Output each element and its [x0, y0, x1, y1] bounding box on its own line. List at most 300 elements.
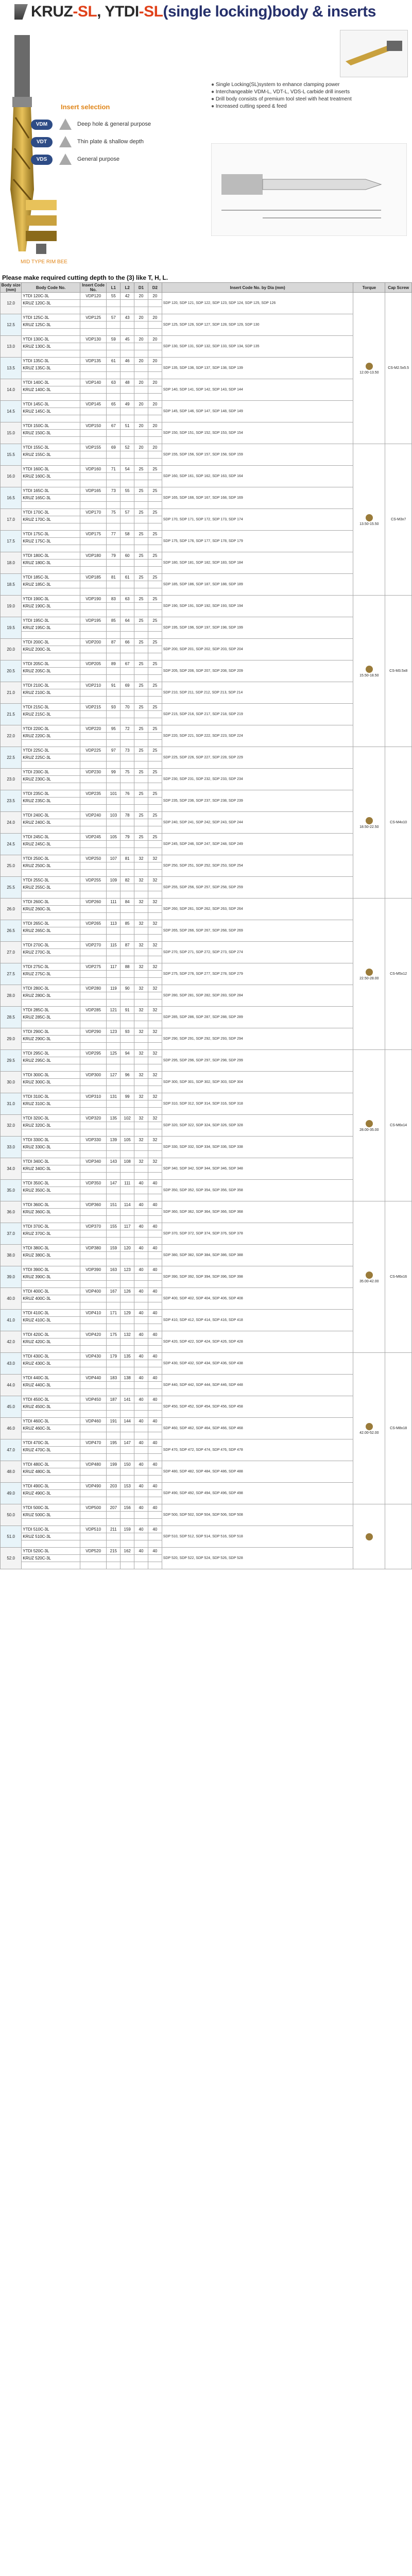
col-d1: D1: [134, 283, 148, 293]
dimension-cell: [134, 675, 148, 682]
dimension-cell: [148, 329, 162, 336]
dimension-cell: 25: [134, 487, 148, 495]
insert-code-cell: [80, 1555, 107, 1562]
dimension-cell: [148, 300, 162, 307]
dimension-cell: 109: [107, 877, 121, 884]
body-size-cell: 18.0: [1, 552, 22, 574]
dimension-cell: 25: [148, 747, 162, 754]
torque-cell: [353, 1050, 385, 1201]
insert-code-cell: [80, 1187, 107, 1194]
dimension-cell: [148, 1043, 162, 1050]
dimension-cell: [134, 408, 148, 415]
dimension-cell: [134, 516, 148, 523]
insert-code-cell: VDP140: [80, 379, 107, 386]
dimension-cell: 65: [107, 401, 121, 408]
insert-list-cell: SDP 185, SDP 186, SDP 187, SDP 188, SDP 189: [162, 574, 353, 596]
dimension-cell: [148, 1512, 162, 1519]
dimension-cell: 111: [107, 899, 121, 906]
insert-list-cell: SDP 180, SDP 181, SDP 182, SDP 183, SDP 184: [162, 552, 353, 574]
dimension-cell: [107, 841, 121, 848]
dimension-cell: [134, 1129, 148, 1137]
insert-code-cell: [80, 307, 107, 314]
dimension-cell: 40: [148, 1483, 162, 1490]
dimension-cell: [148, 1367, 162, 1375]
dimension-cell: [134, 632, 148, 639]
body-code-cell: KRUZ 470C-3L: [22, 1447, 80, 1454]
dimension-cell: 40: [148, 1461, 162, 1468]
dimension-cell: [121, 1447, 134, 1454]
body-code-cell: [22, 502, 80, 509]
dimension-cell: 40: [134, 1310, 148, 1317]
dimension-cell: [134, 1259, 148, 1266]
dimension-cell: 20: [134, 422, 148, 430]
body-code-cell: YTDI 140C-3L: [22, 379, 80, 386]
dimension-cell: 20: [134, 379, 148, 386]
dimension-cell: 123: [121, 1266, 134, 1274]
body-code-cell: KRUZ 275C-3L: [22, 971, 80, 978]
dimension-cell: [107, 1108, 121, 1115]
dimension-cell: [134, 1490, 148, 1497]
dimension-cell: [148, 632, 162, 639]
dimension-cell: [107, 603, 121, 610]
dimension-cell: 119: [107, 985, 121, 992]
dimension-cell: 25: [134, 812, 148, 819]
body-code-cell: YTDI 420C-3L: [22, 1331, 80, 1338]
insert-code-cell: VDP185: [80, 574, 107, 581]
dimension-cell: [107, 798, 121, 805]
insert-list-cell: SDP 205, SDP 206, SDP 207, SDP 208, SDP 209: [162, 660, 353, 682]
dimension-cell: 40: [134, 1288, 148, 1295]
body-size-cell: 45.0: [1, 1396, 22, 1418]
dimension-cell: 32: [134, 942, 148, 949]
dimension-cell: [134, 841, 148, 848]
body-size-cell: 33.0: [1, 1137, 22, 1158]
body-code-cell: YTDI 380C-3L: [22, 1245, 80, 1252]
insert-code-cell: [80, 826, 107, 834]
dimension-cell: [107, 1238, 121, 1245]
torque-wrench-icon: [366, 1120, 373, 1127]
dimension-cell: [148, 1540, 162, 1548]
body-code-cell: YTDI 260C-3L: [22, 899, 80, 906]
dimension-cell: [107, 437, 121, 444]
insert-list-cell: SDP 215, SDP 216, SDP 217, SDP 218, SDP 219: [162, 704, 353, 725]
body-code-cell: YTDI 165C-3L: [22, 487, 80, 495]
body-code-cell: [22, 1367, 80, 1375]
body-size-cell: 13.0: [1, 336, 22, 358]
insert-code-cell: [80, 495, 107, 502]
body-code-cell: [22, 545, 80, 552]
dimension-cell: [121, 927, 134, 935]
col-d2: D2: [148, 283, 162, 293]
body-code-cell: KRUZ 200C-3L: [22, 646, 80, 653]
dimension-cell: [134, 386, 148, 394]
dimension-cell: [121, 350, 134, 358]
table-row: [1, 552, 412, 560]
body-code-cell: YTDI 170C-3L: [22, 509, 80, 516]
dimension-cell: 25: [148, 704, 162, 711]
insert-code-cell: [80, 1064, 107, 1072]
insert-code-cell: [80, 1274, 107, 1281]
dimension-cell: [148, 1389, 162, 1396]
insert-list-cell: SDP 255, SDP 256, SDP 257, SDP 258, SDP 259: [162, 877, 353, 899]
dimension-cell: [134, 1252, 148, 1259]
insert-code-cell: [80, 437, 107, 444]
dimension-cell: [121, 1187, 134, 1194]
dimension-cell: [134, 689, 148, 697]
dimension-cell: 32: [134, 985, 148, 992]
body-size-cell: 47.0: [1, 1439, 22, 1461]
title-dash: -: [73, 3, 78, 20]
dimension-cell: [134, 415, 148, 422]
table-row: [1, 704, 412, 711]
dimension-cell: 25: [148, 596, 162, 603]
dimension-cell: [107, 1043, 121, 1050]
dimension-cell: [121, 1562, 134, 1569]
dimension-cell: 171: [107, 1310, 121, 1317]
dimension-cell: [148, 927, 162, 935]
dimension-cell: 91: [121, 1007, 134, 1014]
body-code-cell: KRUZ 420C-3L: [22, 1338, 80, 1346]
body-code-cell: KRUZ 320C-3L: [22, 1122, 80, 1129]
body-code-cell: YTDI 520C-3L: [22, 1548, 80, 1555]
dimension-cell: 25: [148, 812, 162, 819]
dimension-cell: [121, 906, 134, 913]
dimension-cell: 25: [134, 725, 148, 733]
dimension-cell: 79: [121, 834, 134, 841]
body-size-cell: 41.0: [1, 1310, 22, 1331]
dimension-cell: [107, 1259, 121, 1266]
dimension-cell: [107, 1144, 121, 1151]
body-code-cell: [22, 999, 80, 1007]
body-size-cell: 16.5: [1, 487, 22, 509]
body-code-cell: YTDI 130C-3L: [22, 336, 80, 343]
insert-list-cell: SDP 195, SDP 196, SDP 197, SDP 198, SDP 199: [162, 617, 353, 639]
dimension-cell: [148, 1057, 162, 1064]
insert-code-cell: VDP190: [80, 596, 107, 603]
insert-list-cell: SDP 470, SDP 472, SDP 474, SDP 476, SDP 478: [162, 1439, 353, 1461]
dimension-cell: [148, 978, 162, 985]
dimension-cell: 40: [134, 1548, 148, 1555]
table-row: [1, 1223, 412, 1230]
body-code-cell: KRUZ 360C-3L: [22, 1209, 80, 1216]
dimension-cell: [148, 754, 162, 761]
insert-code-cell: [80, 891, 107, 899]
body-code-cell: [22, 675, 80, 682]
dimension-cell: [107, 1454, 121, 1461]
body-code-cell: KRUZ 230C-3L: [22, 776, 80, 783]
dimension-cell: 72: [121, 725, 134, 733]
dimension-cell: [107, 1014, 121, 1021]
body-code-cell: KRUZ 265C-3L: [22, 927, 80, 935]
dimension-cell: [148, 545, 162, 552]
dimension-cell: 25: [148, 682, 162, 689]
dimension-cell: 20: [134, 314, 148, 321]
insert-code-cell: VDP175: [80, 531, 107, 538]
dimension-cell: 20: [148, 293, 162, 300]
dimension-cell: 20: [134, 358, 148, 365]
insert-code-cell: [80, 1057, 107, 1064]
body-code-cell: [22, 415, 80, 422]
feature-item: ● Increased cutting speed & feed: [211, 103, 407, 110]
dimension-cell: [121, 365, 134, 372]
dimension-cell: [148, 408, 162, 415]
body-size-cell: 30.0: [1, 1072, 22, 1093]
insert-code-cell: VDP205: [80, 660, 107, 668]
dimension-cell: [121, 321, 134, 329]
insert-code-cell: [80, 870, 107, 877]
cap-screw-cell: CS-M6x16: [385, 1201, 412, 1353]
insert-code-cell: [80, 718, 107, 725]
dimension-cell: [121, 718, 134, 725]
body-code-cell: [22, 718, 80, 725]
dimension-cell: [134, 646, 148, 653]
body-code-cell: [22, 1086, 80, 1093]
dimension-cell: [107, 459, 121, 466]
table-row: [1, 1245, 412, 1252]
feature-item: ● Interchangeable VDM-L, VDT-L, VDS-L carbide drill inserts: [211, 89, 407, 96]
dimension-cell: [134, 1209, 148, 1216]
insert-list-cell: SDP 520, SDP 522, SDP 524, SDP 526, SDP 528: [162, 1548, 353, 1569]
body-code-cell: KRUZ 370C-3L: [22, 1230, 80, 1238]
dimension-cell: 20: [148, 422, 162, 430]
insert-list-cell: SDP 330, SDP 332, SDP 334, SDP 336, SDP 338: [162, 1137, 353, 1158]
dimension-cell: 32: [148, 1158, 162, 1165]
dimension-cell: [148, 1555, 162, 1562]
body-size-cell: 19.5: [1, 617, 22, 639]
dimension-cell: 40: [134, 1526, 148, 1533]
dimension-cell: [148, 437, 162, 444]
insert-option-vds: [31, 152, 185, 167]
body-code-cell: YTDI 200C-3L: [22, 639, 80, 646]
dimension-cell: 40: [134, 1266, 148, 1274]
body-code-cell: [22, 783, 80, 790]
dimension-cell: [107, 761, 121, 769]
insert-code-cell: VDP340: [80, 1158, 107, 1165]
body-code-cell: YTDI 215C-3L: [22, 704, 80, 711]
table-row: [1, 963, 412, 971]
dimension-cell: 32: [134, 1115, 148, 1122]
dimension-cell: [148, 805, 162, 812]
dimension-cell: [134, 999, 148, 1007]
dimension-cell: 40: [134, 1418, 148, 1425]
dimension-cell: [107, 1490, 121, 1497]
dimension-cell: 89: [107, 660, 121, 668]
insert-list-cell: SDP 320, SDP 322, SDP 324, SDP 326, SDP 328: [162, 1115, 353, 1137]
insert-code-cell: [80, 1302, 107, 1310]
body-size-cell: 28.5: [1, 1007, 22, 1028]
dimension-cell: [121, 1425, 134, 1432]
dimension-cell: [134, 761, 148, 769]
dimension-cell: 40: [148, 1201, 162, 1209]
insert-code-cell: VDP235: [80, 790, 107, 798]
insert-list-cell: SDP 140, SDP 141, SDP 142, SDP 143, SDP 144: [162, 379, 353, 401]
body-code-cell: [22, 307, 80, 314]
dimension-cell: 57: [107, 314, 121, 321]
insert-desc: Deep hole & general purpose: [77, 121, 151, 127]
insert-code-cell: VDP390: [80, 1266, 107, 1274]
dimension-cell: [134, 1057, 148, 1064]
dimension-cell: [134, 394, 148, 401]
insert-code-cell: [80, 567, 107, 574]
dimension-cell: [134, 956, 148, 963]
dimension-cell: [134, 1021, 148, 1028]
dimension-cell: [121, 1043, 134, 1050]
insert-list-cell: SDP 280, SDP 281, SDP 282, SDP 283, SDP 284: [162, 985, 353, 1007]
dimension-cell: [121, 1468, 134, 1476]
dimension-cell: [107, 646, 121, 653]
dimension-cell: [134, 1425, 148, 1432]
table-row: [1, 660, 412, 668]
body-code-cell: YTDI 360C-3L: [22, 1201, 80, 1209]
insert-code-cell: VDP520: [80, 1548, 107, 1555]
dimension-cell: [134, 754, 148, 761]
dimension-cell: [148, 1021, 162, 1028]
dimension-cell: [148, 646, 162, 653]
dimension-cell: 61: [107, 358, 121, 365]
dimension-cell: 25: [134, 747, 148, 754]
torque-wrench-icon: [366, 1423, 373, 1430]
dimension-cell: 25: [134, 466, 148, 473]
dimension-cell: 25: [134, 596, 148, 603]
table-row: [1, 379, 412, 386]
dimension-cell: [148, 1086, 162, 1093]
dimension-cell: [134, 913, 148, 920]
dimension-cell: [121, 523, 134, 531]
table-row: [1, 336, 412, 343]
insert-list-cell: SDP 235, SDP 236, SDP 237, SDP 238, SDP 239: [162, 790, 353, 812]
dimension-cell: [107, 1252, 121, 1259]
dimension-cell: 159: [121, 1526, 134, 1533]
dimension-cell: [121, 1360, 134, 1367]
cutting-depth-note: Please make required cutting depth to the (3) like T, H, L.: [2, 274, 168, 281]
insert-code-cell: [80, 516, 107, 523]
dimension-cell: [107, 610, 121, 617]
insert-code-cell: VDP230: [80, 769, 107, 776]
dimension-cell: [134, 1079, 148, 1086]
body-code-cell: YTDI 150C-3L: [22, 422, 80, 430]
dimension-cell: 25: [134, 682, 148, 689]
dimension-cell: [148, 826, 162, 834]
body-code-cell: YTDI 350C-3L: [22, 1180, 80, 1187]
dimension-cell: [134, 718, 148, 725]
dimension-cell: [148, 1209, 162, 1216]
dimension-cell: [107, 906, 121, 913]
insert-code-cell: [80, 451, 107, 459]
dimension-cell: 84: [121, 899, 134, 906]
body-size-cell: 42.0: [1, 1331, 22, 1353]
insert-code-cell: [80, 1533, 107, 1540]
dimension-cell: [107, 365, 121, 372]
body-code-cell: [22, 480, 80, 487]
insert-list-cell: SDP 400, SDP 402, SDP 404, SDP 406, SDP 408: [162, 1288, 353, 1310]
dimension-cell: [107, 668, 121, 675]
dimension-cell: [148, 1122, 162, 1129]
insert-code-cell: [80, 624, 107, 632]
table-body: [1, 293, 412, 1569]
dimension-cell: [148, 913, 162, 920]
insert-code-cell: [80, 1367, 107, 1375]
dimension-cell: 131: [107, 1093, 121, 1100]
insert-list-cell: SDP 275, SDP 276, SDP 277, SDP 278, SDP 279: [162, 963, 353, 985]
dimension-cell: [134, 783, 148, 790]
dimension-cell: [107, 1209, 121, 1216]
dimension-cell: [121, 848, 134, 855]
feature-item: ● Single Locking(SL)system to enhance clamping power: [211, 81, 407, 89]
torque-range: 18.50-22.50: [359, 825, 379, 829]
dimension-cell: 32: [134, 1072, 148, 1079]
dimension-cell: [148, 1165, 162, 1173]
feature-item: ● Drill body consists of premium tool steel with heat treatment: [211, 96, 407, 103]
dimension-cell: [107, 1086, 121, 1093]
dimension-cell: 175: [107, 1331, 121, 1338]
insert-list-cell: SDP 500, SDP 502, SDP 504, SDP 506, SDP 508: [162, 1504, 353, 1526]
dimension-cell: [107, 1403, 121, 1411]
dimension-cell: 25: [134, 552, 148, 560]
body-code-cell: YTDI 510C-3L: [22, 1526, 80, 1533]
dimension-cell: 32: [134, 1007, 148, 1014]
insert-code-cell: [80, 653, 107, 660]
body-size-cell: 18.5: [1, 574, 22, 596]
dimension-cell: [134, 1454, 148, 1461]
dimension-cell: 83: [107, 596, 121, 603]
dimension-cell: 20: [134, 293, 148, 300]
table-row: [1, 1115, 412, 1122]
body-code-cell: YTDI 190C-3L: [22, 596, 80, 603]
insert-code-cell: [80, 1036, 107, 1043]
body-code-cell: [22, 1454, 80, 1461]
body-code-cell: [22, 1432, 80, 1439]
dimension-cell: [107, 733, 121, 740]
table-row: [1, 1461, 412, 1468]
dimension-cell: [134, 906, 148, 913]
dimension-cell: 105: [107, 834, 121, 841]
dimension-cell: [134, 1519, 148, 1526]
insert-code-cell: [80, 1151, 107, 1158]
dimension-cell: [107, 848, 121, 855]
dimension-cell: [121, 783, 134, 790]
dimension-cell: [107, 1274, 121, 1281]
insert-code-cell: [80, 502, 107, 509]
dimension-cell: [121, 992, 134, 999]
dimension-cell: [148, 1454, 162, 1461]
insert-code-cell: [80, 538, 107, 545]
dimension-cell: [107, 307, 121, 314]
dimension-cell: [148, 798, 162, 805]
insert-list-cell: SDP 170, SDP 171, SDP 172, SDP 173, SDP 174: [162, 509, 353, 531]
body-code-cell: YTDI 470C-3L: [22, 1439, 80, 1447]
dimension-cell: [134, 1173, 148, 1180]
table-row: [1, 812, 412, 819]
dimension-cell: [107, 588, 121, 596]
body-size-cell: 22.5: [1, 747, 22, 769]
dimension-cell: [121, 1389, 134, 1396]
dimension-cell: [121, 603, 134, 610]
table-row: [1, 1288, 412, 1295]
dimension-cell: [148, 1324, 162, 1331]
dimension-cell: [107, 1346, 121, 1353]
body-code-cell: [22, 1021, 80, 1028]
dimension-cell: [121, 1173, 134, 1180]
insert-code-cell: VDP150: [80, 422, 107, 430]
dimension-cell: [134, 459, 148, 466]
body-code-cell: KRUZ 460C-3L: [22, 1425, 80, 1432]
body-size-cell: 27.0: [1, 942, 22, 963]
dimension-cell: [134, 1100, 148, 1108]
body-code-cell: KRUZ 490C-3L: [22, 1490, 80, 1497]
dimension-cell: [107, 1216, 121, 1223]
body-code-cell: [22, 1108, 80, 1115]
dimension-cell: [148, 675, 162, 682]
